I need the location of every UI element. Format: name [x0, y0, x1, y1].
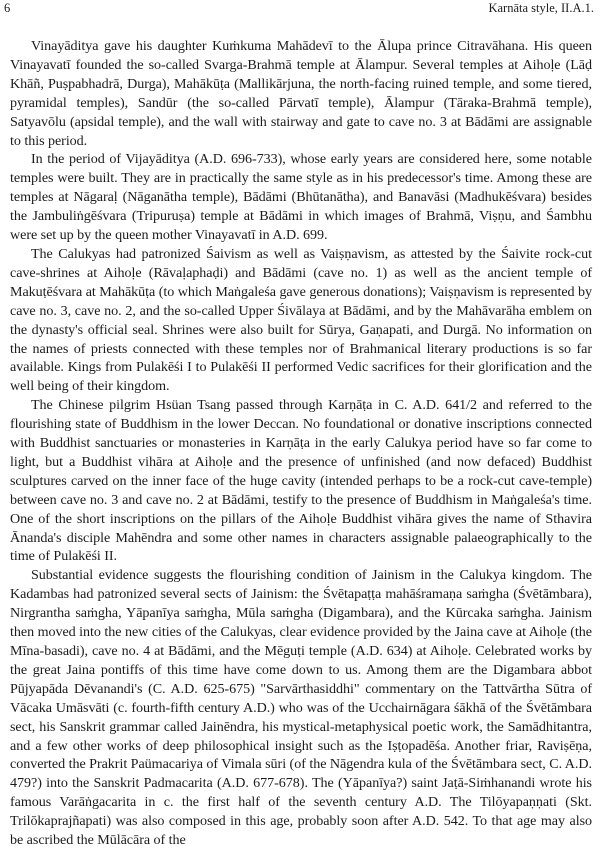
running-head — [4, 0, 594, 16]
running-head-title: Karnāta style, II.A.1. — [488, 1, 594, 15]
paragraph-buddhism: The Chinese pilgrim Hsüan Tsang passed through Karṇāṭa in C. A.D. 641/2 and referred to the flourishing state of Buddhism in the lower Deccan. No foundational or donative inscriptions connected with Buddhist sanctuaries or monasteries in Karṇāṭa in the early Calukya period have so far come to light, but a Buddhist vihāra at Aihoḷe and the presence of unfinished (and now defaced) Buddhist sculptures carved on the inner face of the huge cavity (intended perhaps to be a rock-cut cave-temple) between cave no. 3 and cave no. 2 at Bādāmi, testify to the presence of Buddhism in Maṅgaleśa's time. One of the short inscriptions on the pillars of the Aihoḷe Buddhist vihāra gives the name of Sthavira Ānanda's disciple Mahēndra and some other names in characters assignable palaeographically to the time of Pulakēśi II. — [10, 397, 592, 565]
paragraph-vinayaditya: Vinayāditya gave his daughter Kuṁkuma Mahādevī to the Ālupa prince Citravāhana. His queen Vinayavatī founded the so-called Svarga-Brahmā temple at Ālampur. Several temples at Aihoḷe (Lāḍ Khāñ, Puṣpabhadrā, Durga), Mahākūṭa (Mallikārjuna, the north-facing ruined temple, and some tiered, pyramidal temples), Sandūr (the so-called Pārvatī temple), Ālampur (Tāraka-Brahmā temple), Satyavōlu (apsidal temple), and the wall with stairway and gate to cave no. 3 at Bādāmi are assignable to this period. — [10, 38, 592, 149]
paragraph-vijayaditya: In the period of Vijayāditya (A.D. 696-733), whose early years are considered here, some notable temples were built. They are in practically the same style as in his predecessor's time. Among these are temples at Nāgaraḷ (Nāganātha temple), Bādāmi (Bhūtanātha), and Banavāsi (Madhukēśvara) besides the Jambuliṅgēśvara (Tripuruṣa) temple at Bādāmi in which images of Brahmā, Viṣṇu, and Śambhu were set up by the queen mother Vinayavatī in A.D. 699. — [10, 151, 592, 244]
body-text — [10, 37, 592, 850]
paragraph-saivism-vaisnavism: The Calukyas had patronized Śaivism as well as Vaiṣṇavism, as attested by the Śaivite rock-cut cave-shrines at Aihoḷe (Rāvaḷaphaḍi) and Bādāmi (cave no. 1) as well as the ancient temple of Makuṭēśvara at Mahākūṭa (to which Maṅgaleśa gave generous donations); Vaiṣṇavism is represented by cave no. 3, cave no. 2, and the so-called Upper Śivālaya at Bādāmi, and by the Mahāvarāha emblem on the dynasty's official seal. Shrines were also built for Sūrya, Gaṇapati, and Durgā. No information on the names of priests connected with these temples nor of Brahmanical literary productions is so far available. Kings from Pulakēśi I to Pulakēśi II performed Vedic sacrifices for their glorification and the well being of their kingdom. — [10, 245, 592, 395]
paragraph-jainism: Substantial evidence suggests the flourishing condition of Jainism in the Calukya kingdom. The Kadambas had patronized several sects of Jainism: the Śvētapaṭṭa mahāśramaṇa saṁgha (Śvētāmbara), Nirgrantha saṁgha, Yāpanīya saṁgha, Mūla saṁgha (Digambara), and the Kūrcaka saṁgha. Jainism then moved into the new cities of the Calukyas, clear evidence provided by the Jaina cave at Aihoḷe (the Mīna-basadi), cave no. 4 at Bādāmi, and the Mēguṭi temple (A.D. 634) at Aihoḷe. Celebrated works by the great Jaina pontiffs of this time have come down to us. Among them are the Digambara abbot Pūjyapāda Dēvanandi's (C. A.D. 625-675) "Sarvārthasiddhi" commentary on the Tattvārtha Sūtra of Vācaka Umāsvāti (c. fourth-fifth century A.D.) who was of the Ucchairnāgara śākhā of the Śvētāmbara sect, his Sanskrit grammar called Jainēndra, his mystical-metaphysical poetic work, the Samādhitantra, and a few other works of deep philosophical insight such as the Iṣṭopadēśa. Another friar, Raviṣēṇa, converted the Prakrit Paümacariya of Vimala sūri (of the Nāgendra kula of the Śvētāmbara sect, C. A.D. 479?) into the Sanskrit Padmacarita (A.D. 677-678). The (Yāpanīya?) saint Jaṭā-Siṁhanandi wrote his famous Varāṅgacarita in c. the first half of the seventh century A.D. The Tilōyapaṇṇati (Skt. Trilōkaprajñapati) was also composed in this age, probably soon after A.D. 542. To that age may also be ascribed the Mūlācāra of the — [10, 567, 592, 849]
page-number: 6 — [4, 1, 11, 15]
